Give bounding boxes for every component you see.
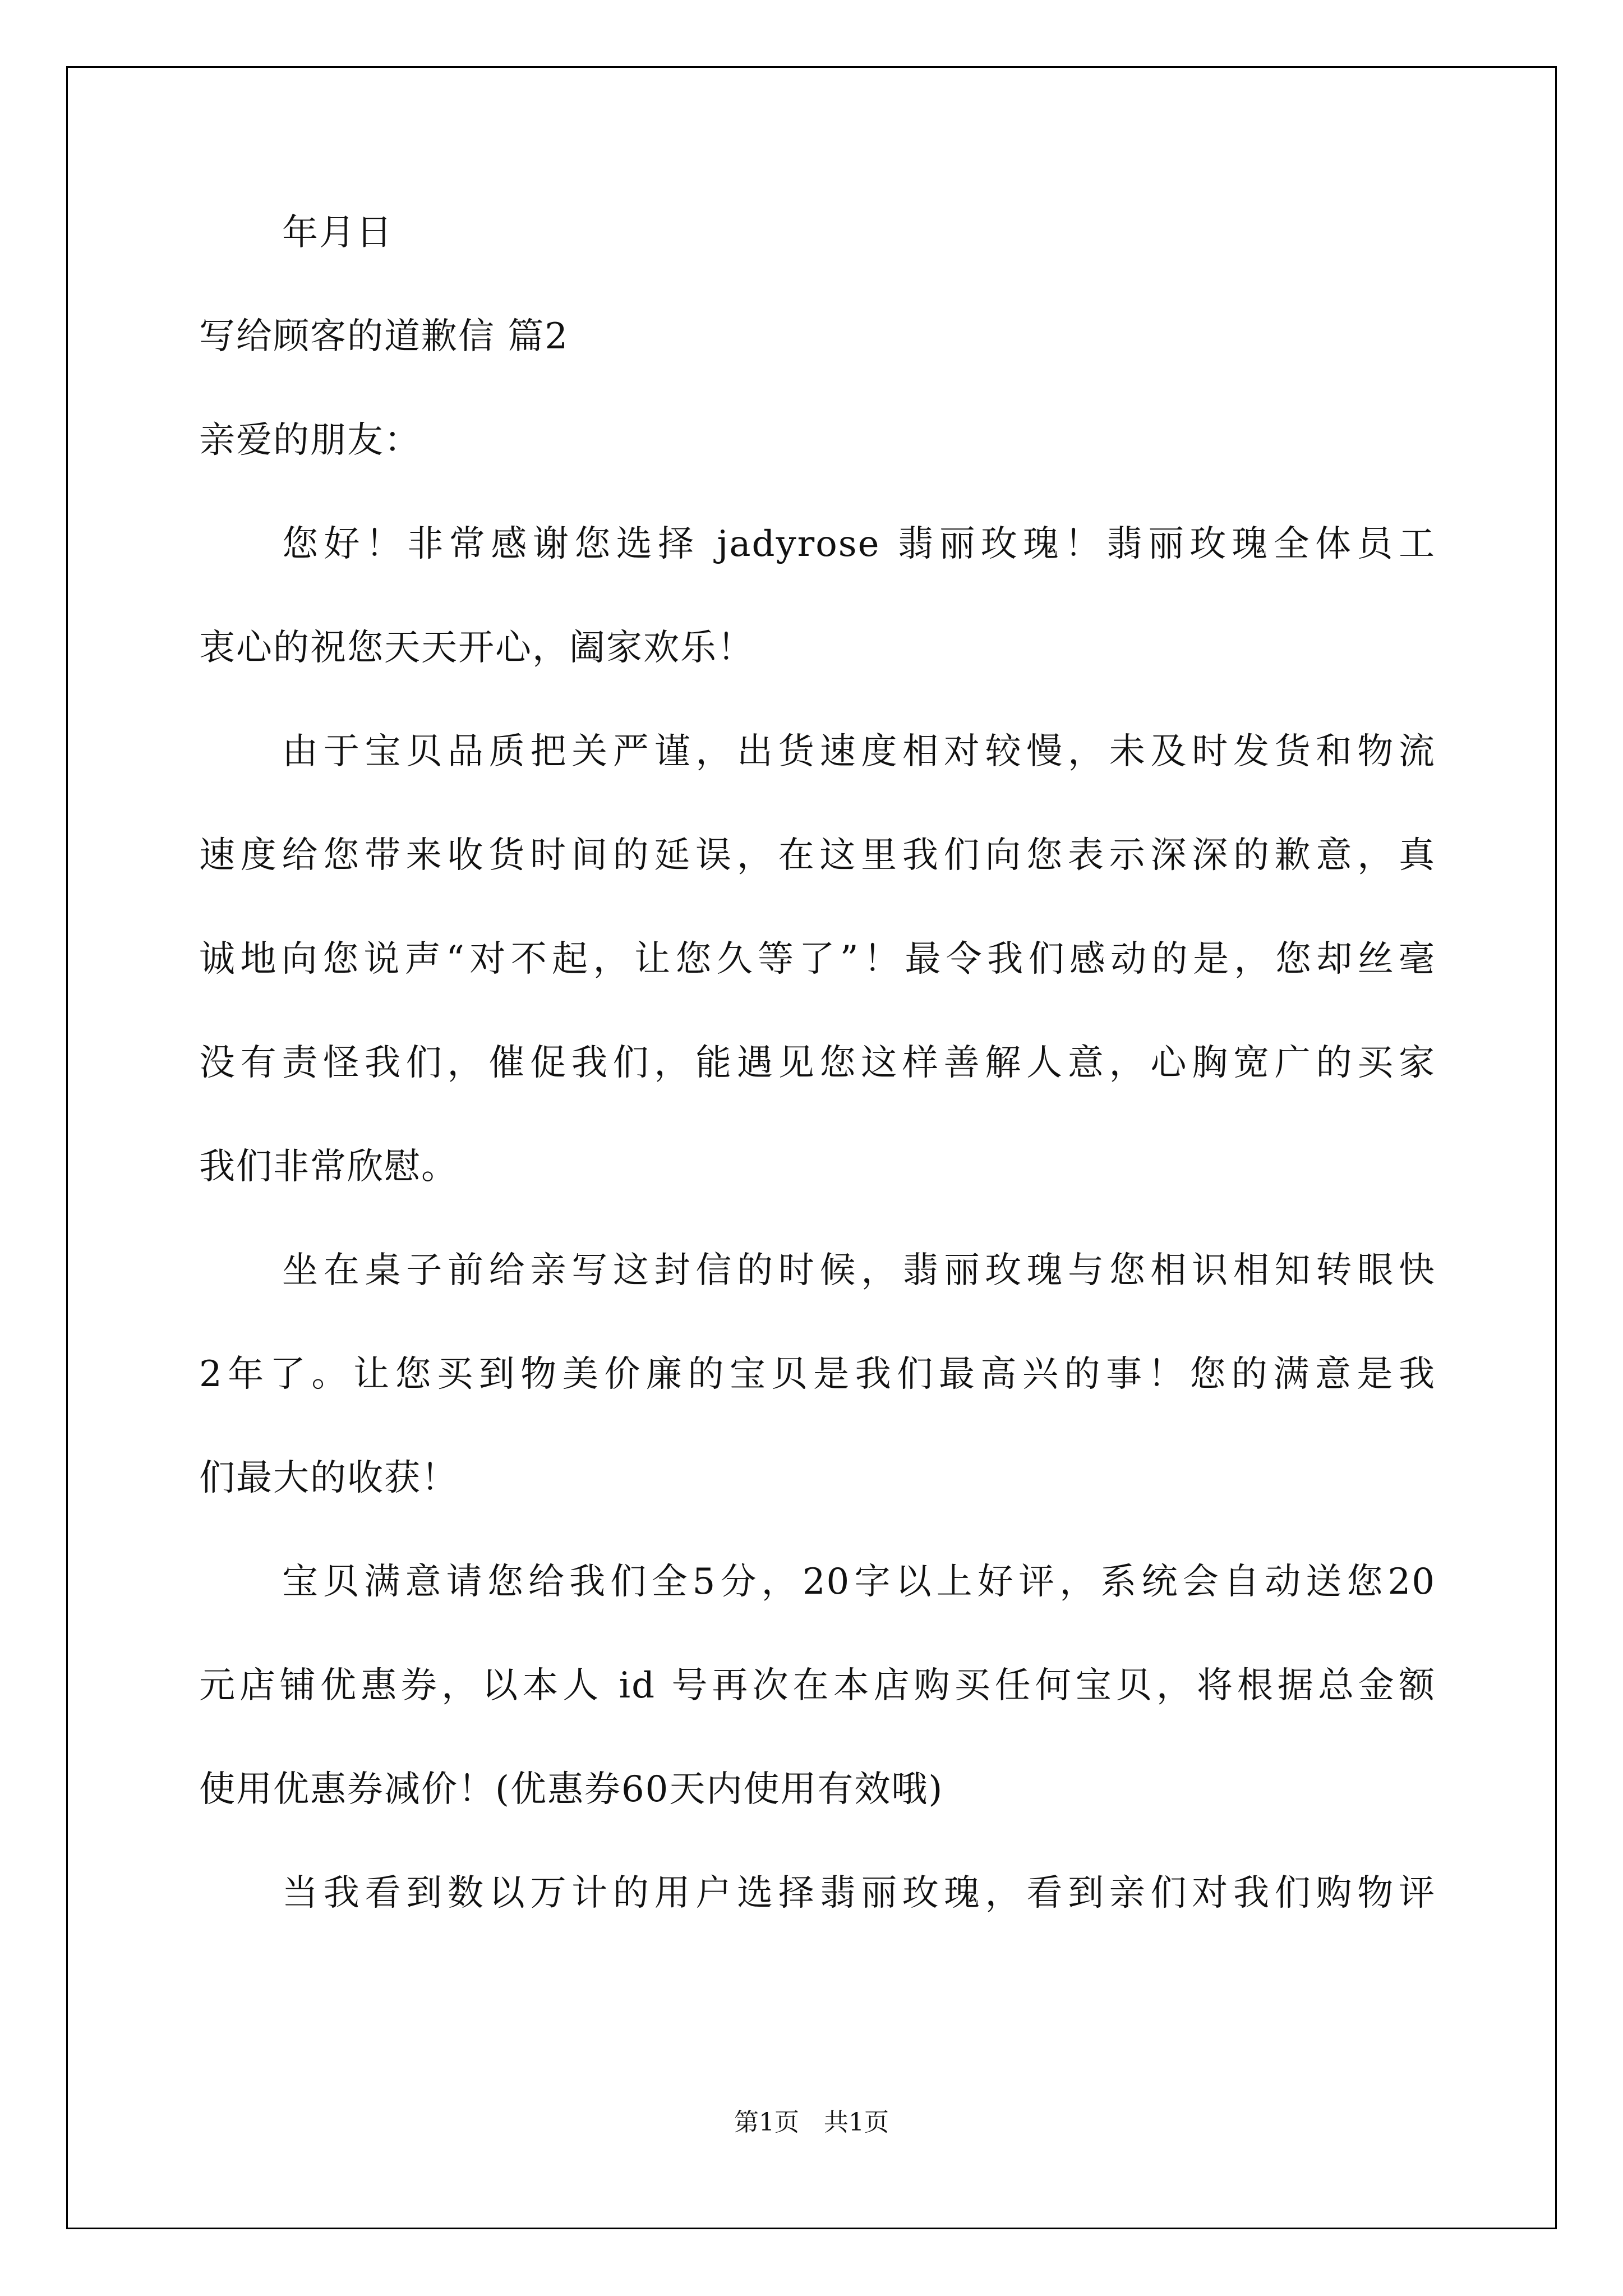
date-line: 年月日 — [282, 212, 393, 254]
paragraph-2-line-5: 我们非常欣慰。 — [199, 1146, 458, 1188]
greeting: 亲爱的朋友： — [199, 420, 421, 461]
paragraph-3-line-2: 2年了。让您买到物美价廉的宝贝是我们最高兴的事！您的满意是我 — [199, 1354, 1436, 1395]
paragraph-4-line-3: 使用优惠券减价！(优惠券60天内使用有效哦) — [199, 1769, 944, 1810]
paragraph-4-line-2: 元店铺优惠券，以本人 id 号再次在本店购买任何宝贝，将根据总金额 — [199, 1665, 1436, 1706]
paragraph-5-line-1: 当我看到数以万计的用户选择翡丽玫瑰，看到亲们对我们购物评 — [282, 1872, 1436, 1914]
page-footer: 第1页 共1页 — [734, 2108, 889, 2137]
paragraph-2-line-3: 诚地向您说声“对不起，让您久等了”！最令我们感动的是，您却丝毫 — [199, 938, 1436, 980]
letter-title: 写给顾客的道歉信 篇2 — [199, 316, 569, 357]
paragraph-1-line-2: 衷心的祝您天天开心，阖家欢乐！ — [199, 627, 754, 669]
paragraph-3-line-3: 们最大的收获！ — [199, 1457, 458, 1499]
paragraph-2-line-1: 由于宝贝品质把关严谨，出货速度相对较慢，未及时发货和物流 — [282, 731, 1436, 772]
paragraph-2-line-4: 没有责怪我们，催促我们，能遇见您这样善解人意，心胸宽广的买家 — [199, 1042, 1436, 1084]
paragraph-4-line-1: 宝贝满意请您给我们全5分，20字以上好评，系统会自动送您20 — [282, 1561, 1436, 1603]
paragraph-3-line-1: 坐在桌子前给亲写这封信的时候，翡丽玫瑰与您相识相知转眼快 — [282, 1250, 1436, 1291]
paragraph-1-line-1: 您好！非常感谢您选择 jadyrose 翡丽玫瑰！翡丽玫瑰全体员工 — [282, 523, 1436, 565]
paragraph-2-line-2: 速度给您带来收货时间的延误，在这里我们向您表示深深的歉意，真 — [199, 835, 1436, 876]
